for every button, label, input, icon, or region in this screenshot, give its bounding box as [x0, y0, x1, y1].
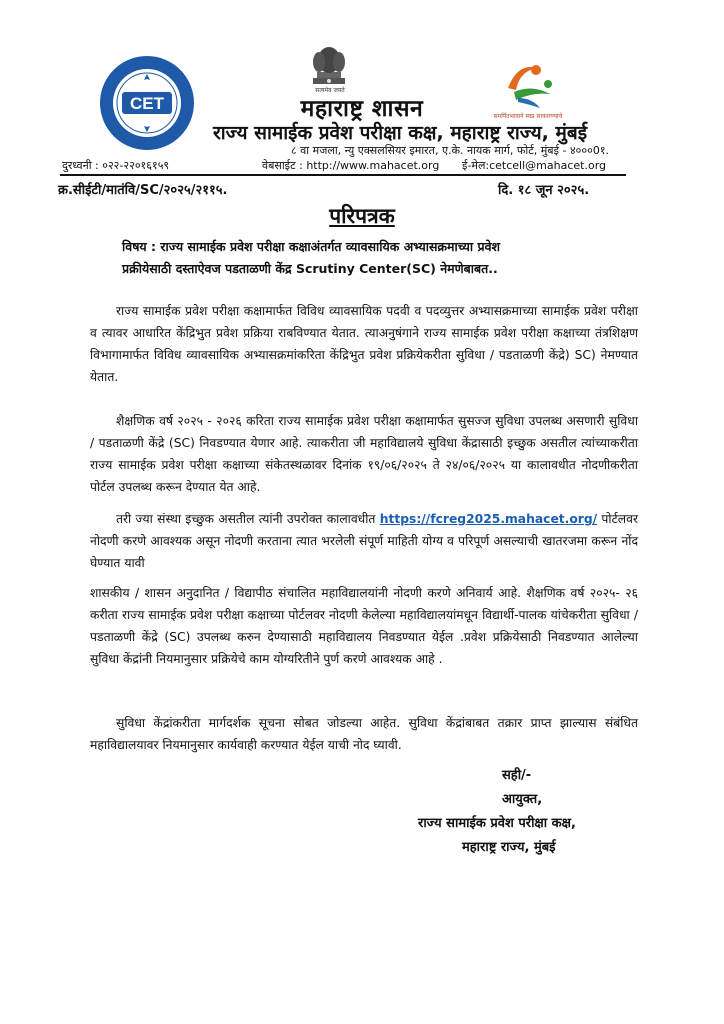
phone-number: दुरध्वनी : ०२२-२२०१६१५९: [62, 159, 170, 172]
paragraph-4: शासकीय / शासन अनुदानित / विद्यापीठ संचालित महाविद्यालयांनी नोदणी करणे अनिवार्य आहे. शैक्षणिक वर्ष २०२५- २६ करीता राज्य सामाईक प्रवेश परीक्षा कक्षाच्या पोर्टलवर नोदणी केलेल्या महाविद्यालयांमधून विद्यार्थी-पालक यांचेकरीता सुविधा / पडताळणी केंद्रे (SC) उपलब्ध करुन देण्यासाठी महाविद्यालय निवडण्यात येईल .प्रवेश प्रक्रियेसाठी निवडण्यात आलेल्या सुविधा केंद्रांनी नियमानुसार प्रक्रियेचे काम योग्यरितीने पुर्ण करणे आवश्यक आहे .: [90, 586, 638, 666]
government-title: महाराष्ट्र शासन: [300, 96, 424, 122]
paragraph-2: शैक्षणिक वर्ष २०२५ - २०२६ करिता राज्य सामाईक प्रवेश परीक्षा कक्षामार्फत सुसज्ज सुविधा उपलब्ध असणारी सुविधा / पडताळणी केंद्रे (SC) निवडण्यात येणार आहे. त्याकरीता जी महाविद्यालये सुविधा केंद्रासाठी इच्छुक असतील त्यांच्याकरीता राज्य सामाईक प्रवेश परीक्षा कक्षाच्या संकेतस्थळावर दिनांक १९/०६/२०२५ ते २४/०६/२०२५ या कालावधीत नोदणीकरीता पोर्टल उपलब्ध करून देण्यात येत आहे.: [90, 414, 638, 494]
registration-portal-link[interactable]: https://fcreg2025.mahacet.org/: [379, 512, 598, 526]
subject-line-2: प्रक्रीयेसाठी दस्ताऐवज पडताळणी केंद्र Scrutiny Center(SC) नेमणेबाबत..: [122, 261, 498, 276]
signatory-office: राज्य सामाईक प्रवेश परीक्षा कक्ष,: [418, 816, 576, 831]
subject: [122, 236, 642, 280]
signatory-place: महाराष्ट्र राज्य, मुंबई: [462, 840, 556, 855]
office-title: राज्य सामाईक प्रवेश परीक्षा कक्ष, महाराष्ट्र राज्य, मुंबई: [212, 122, 588, 144]
signature-block: [418, 764, 678, 860]
website-link[interactable]: वेबसाईट : http://www.mahacet.org: [262, 159, 440, 172]
paragraph-3: [90, 508, 638, 574]
header-divider: [60, 174, 626, 176]
circular-date: दि. १८ जून २०२५.: [498, 183, 590, 198]
right-logo-tagline: समर्पितभावाने स्वप्न साकारण्याचे: [493, 113, 563, 120]
contact-row: [62, 158, 622, 173]
subject-line-1: विषय : राज्य सामाईक प्रवेश परीक्षा कक्षाअंतर्गत व्यावसायिक अभ्यासक्रमाच्या प्रवेश: [122, 239, 501, 254]
emblem-motto: सत्यमेव जयते: [315, 87, 345, 94]
signature-mark: सही/-: [502, 768, 532, 783]
email-link[interactable]: ई-मेल:cetcell@mahacet.org: [462, 159, 607, 172]
paragraph-3-rest: पोर्टलवर नोदणी करणे आवश्यक असून नोदणी करताना त्यात भरलेली संपूर्ण माहिती योग्य व परिपूर्ण असल्याची खातरजमा करून नोंद घेण्यात यावी: [90, 512, 639, 570]
reference-number: क्र.सीईटी/मातंवि/SC/२०२५/२११५.: [58, 183, 228, 198]
signatory-designation: आयुक्त,: [502, 792, 543, 807]
paragraph-1: राज्य सामाईक प्रवेश परीक्षा कक्षामार्फत विविध व्यावसायिक पदवी व पदव्युत्तर अभ्यासक्रमाच्या सामाईक प्रवेश परीक्षा व त्यावर आधारित केंद्रिभुत प्रवेश प्रक्रिया राबविण्यात येतात. त्याअनुषंगाने राज्य सामाईक प्रवेश परीक्षा कक्षाच्या तंत्रशिक्षण विभागामार्फत विविध व्यावसायिक अभ्यासक्रमांकरिता केंद्रिभुत प्रवेश प्रक्रियेकरीता सुविधा / पडताळणी केंद्रे) SC) नेमण्यात येतात.: [90, 304, 638, 384]
cet-logo-abbr: CET: [130, 94, 164, 113]
paragraph-3-lead: तरी ज्या संस्था इच्छुक असतील त्यांनी उपरोक्त कालावधीत: [116, 512, 380, 526]
paragraph-5: सुविधा केंद्रांकरीता मार्गदर्शक सूचना सोबत जोडल्या आहेत. सुविधा केंद्रांबाबत तक्रार प्राप्त झाल्यास संबंधित महाविद्यालयावर नियमानुसार कार्यवाही करण्यात येईल याची नोद घ्यावी.: [90, 716, 638, 752]
document-title-text: परिपत्रक: [329, 204, 395, 228]
document-title: [0, 202, 724, 230]
office-address: ८ वा मजला, न्यु एक्सलसियर इमारत, ए.के. नायक मार्ग, फोर्ट, मुंबई - ४०००0१.: [290, 144, 610, 157]
